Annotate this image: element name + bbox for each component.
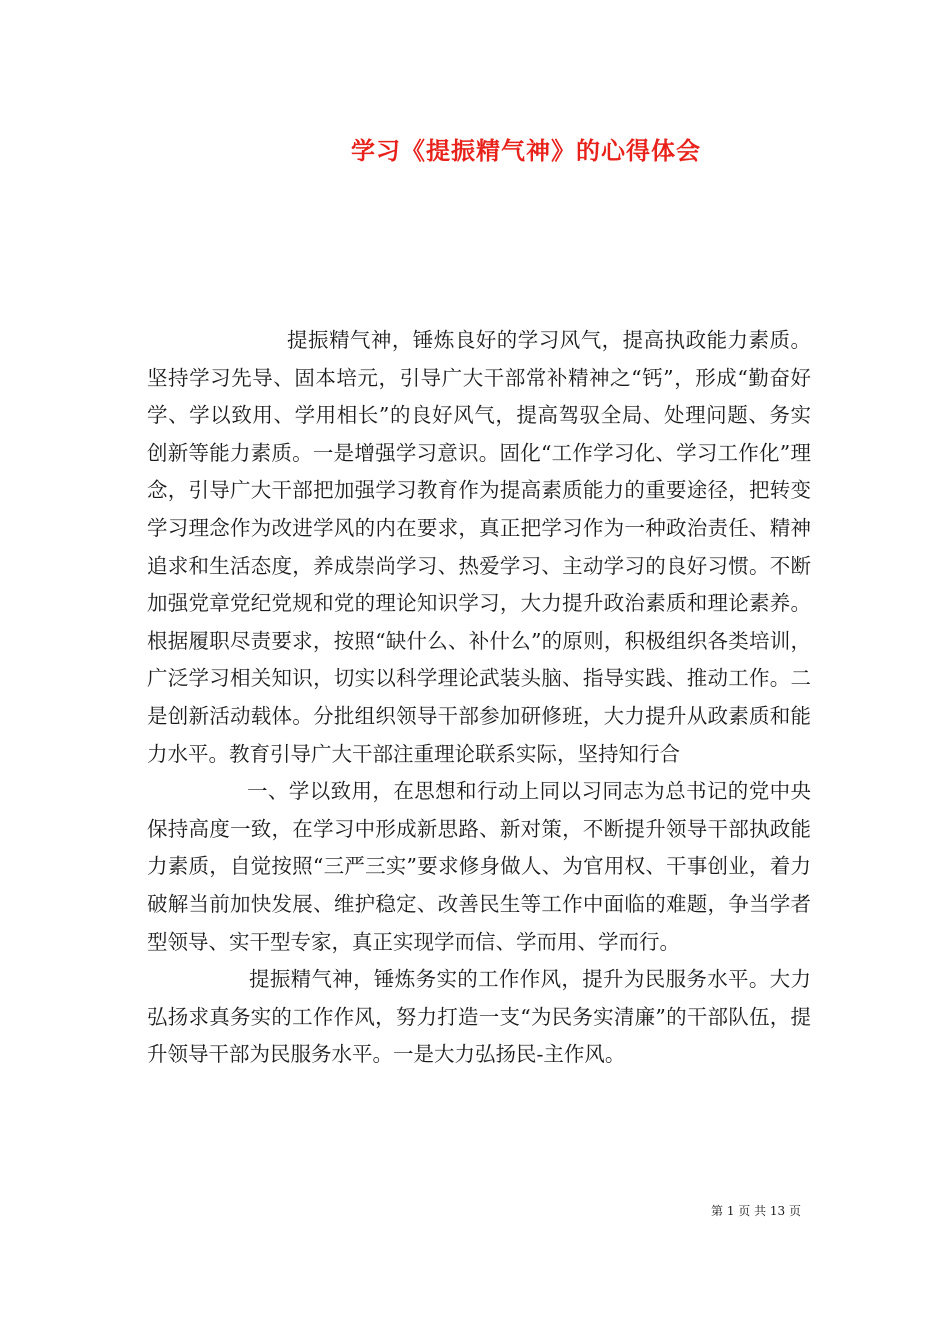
paragraph-2: 一、学以致用，在思想和行动上同以习同志为总书记的党中央保持高度一致，在学习中形成新思路、新对策，不断提升领导干部执政能力素质，自觉按照“三严三实”要求修身做人、为官用权、干事创业，着力破解当前加快发展、维护稳定、改善民生等工作中面临的难题，争当学者型领导、实干型专家，真正实现学而信、学而用、学而行。 — [147, 779, 811, 954]
paragraph-1: 提振精气神，锤炼良好的学习风气，提高执政能力素质。坚持学习先导、固本培元，引导广大干部常补精神之“钙”，形成“勤奋好学、学以致用、学用相长”的良好风气，提高驾驭全局、处理问题、务实创新等能力素质。一是增强学习意识。固化“工作学习化、学习工作化”理念，引导广大干部把加强学习教育作为提高素质能力的重要途径，把转变学习理念作为改进学风的内在要求，真正把学习作为一种政治责任、精神追求和生活态度，养成崇尚学习、热爱学习、主动学习的良好习惯。不断加强党章党纪党规和党的理论知识学习，大力提升政治素质和理论素养。根据履职尽责要求，按照“缺什么、补什么”的原则，积极组织各类培训，广泛学习相关知识，切实以科学理论武装头脑、指导实践、推动工作。二是创新活动载体。分批组织领导干部参加研修班，大力提升从政素质和能力水平。教育引导广大干部注重理论联系实际，坚持知行合 — [147, 328, 811, 766]
document-title: 学习《提振精气神》的心得体会 — [351, 136, 701, 165]
document-body — [147, 322, 811, 1074]
page-number-footer: 第 1 页 共 13 页 — [711, 1204, 801, 1218]
paragraph-3: 提振精气神，锤炼务实的工作作风，提升为民服务水平。大力弘扬求真务实的工作作风，努力打造一支“为民务实清廉”的干部队伍，提升领导干部为民服务水平。一是大力弘扬民-主作风。 — [147, 967, 811, 1067]
